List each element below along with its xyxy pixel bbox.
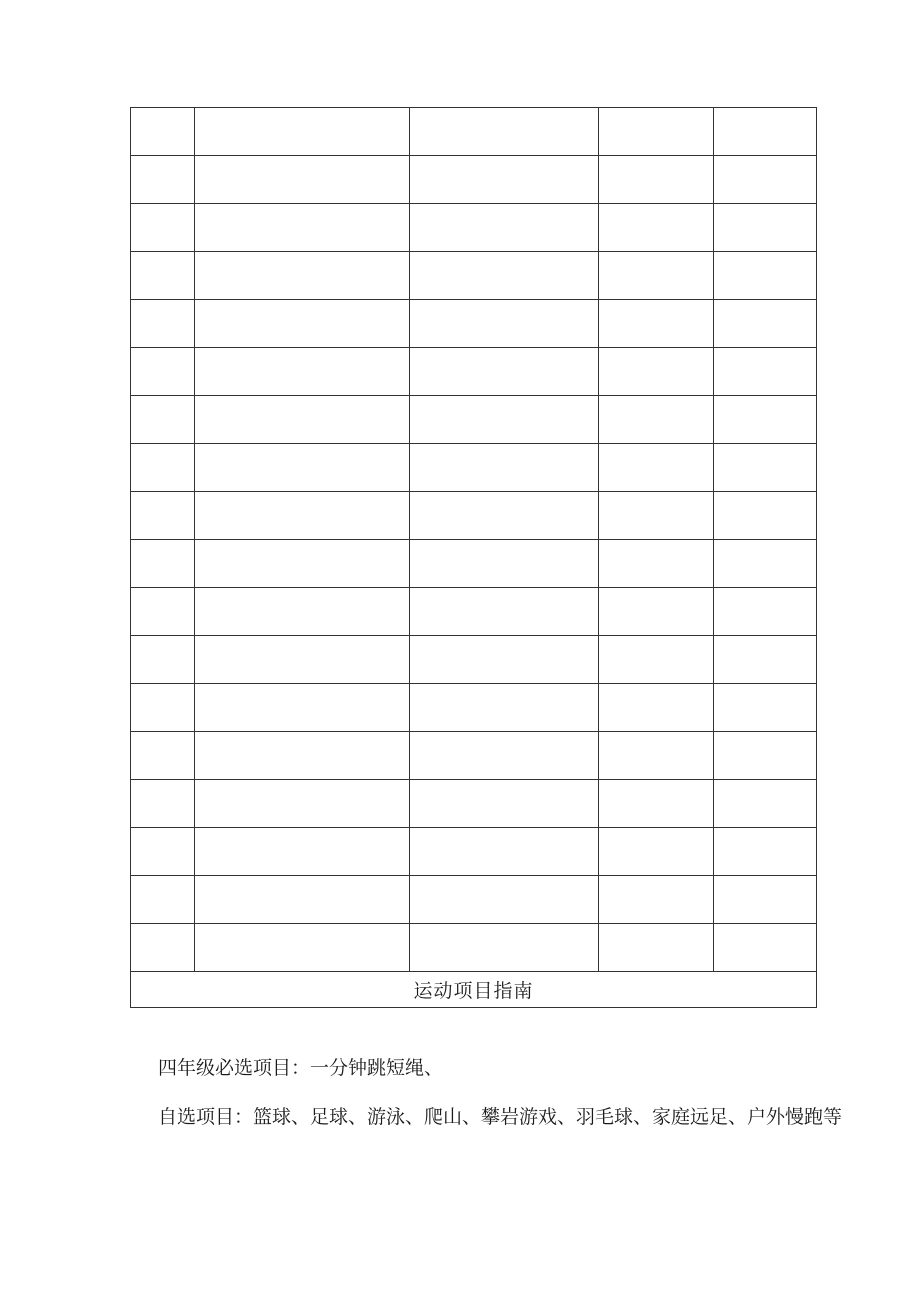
- table-cell: [714, 780, 817, 828]
- table-cell: [195, 156, 410, 204]
- table-cell: [599, 492, 714, 540]
- table-cell: [410, 444, 599, 492]
- table-cell: [195, 588, 410, 636]
- table-cell: [195, 540, 410, 588]
- table-cell: [131, 156, 195, 204]
- table-cell: [195, 204, 410, 252]
- table-cell: [410, 924, 599, 972]
- table-cell: [410, 876, 599, 924]
- table-cell: [599, 108, 714, 156]
- table-cell: [599, 396, 714, 444]
- table-cell: [410, 636, 599, 684]
- exercise-record-table: [130, 107, 817, 1008]
- table-cell: [599, 204, 714, 252]
- table-cell: [599, 636, 714, 684]
- table-cell: [714, 684, 817, 732]
- footer-cell: [131, 972, 817, 1008]
- table-row: [131, 444, 817, 492]
- table-cell: [714, 396, 817, 444]
- table-cell: [195, 924, 410, 972]
- required-items-paragraph: 四年级必选项目：一分钟跳短绳、: [158, 1057, 444, 1079]
- table-cell: [599, 444, 714, 492]
- table-cell: [599, 156, 714, 204]
- table-row: [131, 156, 817, 204]
- table-cell: [195, 396, 410, 444]
- table-row: [131, 348, 817, 396]
- table-cell: [599, 588, 714, 636]
- table-cell: [131, 732, 195, 780]
- table-cell: [131, 924, 195, 972]
- optional-items-paragraph: 自选项目：篮球、足球、游泳、爬山、攀岩游戏、羽毛球、家庭远足、户外慢跑等: [158, 1106, 843, 1128]
- table-row: [131, 780, 817, 828]
- table-cell: [599, 252, 714, 300]
- table-cell: [714, 348, 817, 396]
- table-cell: [599, 684, 714, 732]
- table-cell: [131, 492, 195, 540]
- table-row: [131, 108, 817, 156]
- table-cell: [131, 444, 195, 492]
- table-cell: [131, 828, 195, 876]
- table-cell: [195, 348, 410, 396]
- table-cell: [714, 636, 817, 684]
- table-cell: [131, 876, 195, 924]
- table-cell: [410, 204, 599, 252]
- table-cell: [131, 348, 195, 396]
- table-cell: [195, 636, 410, 684]
- table-cell: [131, 204, 195, 252]
- table-cell: [714, 444, 817, 492]
- table-row: [131, 252, 817, 300]
- table-cell: [714, 588, 817, 636]
- table-cell: [195, 444, 410, 492]
- guide-title: 运动项目指南: [413, 980, 534, 1002]
- table-row: [131, 540, 817, 588]
- table-cell: [714, 876, 817, 924]
- table-body: [131, 108, 817, 1008]
- table-cell: [599, 300, 714, 348]
- table-cell: [714, 540, 817, 588]
- table-footer-row: [131, 972, 817, 1008]
- table-cell: [410, 252, 599, 300]
- table-cell: [195, 108, 410, 156]
- table-row: [131, 636, 817, 684]
- table-cell: [410, 684, 599, 732]
- table-cell: [599, 828, 714, 876]
- table-cell: [131, 300, 195, 348]
- table-cell: [410, 828, 599, 876]
- table-row: [131, 588, 817, 636]
- table-cell: [131, 108, 195, 156]
- table-cell: [599, 924, 714, 972]
- table-row: [131, 204, 817, 252]
- table-cell: [714, 828, 817, 876]
- table-cell: [195, 300, 410, 348]
- table-row: [131, 732, 817, 780]
- table-cell: [714, 108, 817, 156]
- table-cell: [410, 780, 599, 828]
- table-cell: [195, 252, 410, 300]
- table-cell: [410, 396, 599, 444]
- table-cell: [195, 492, 410, 540]
- table-cell: [599, 540, 714, 588]
- table-cell: [131, 588, 195, 636]
- table-cell: [410, 732, 599, 780]
- table-cell: [131, 396, 195, 444]
- table-row: [131, 300, 817, 348]
- table-cell: [410, 108, 599, 156]
- table-cell: [714, 924, 817, 972]
- table-cell: [599, 780, 714, 828]
- table-row: [131, 924, 817, 972]
- table-cell: [714, 732, 817, 780]
- table-cell: [131, 540, 195, 588]
- table-row: [131, 396, 817, 444]
- table-cell: [131, 780, 195, 828]
- table-cell: [131, 252, 195, 300]
- table-cell: [410, 492, 599, 540]
- table-row: [131, 876, 817, 924]
- table-row: [131, 492, 817, 540]
- table-cell: [410, 300, 599, 348]
- table-row: [131, 828, 817, 876]
- table-cell: [195, 828, 410, 876]
- table-cell: [410, 588, 599, 636]
- table-cell: [131, 684, 195, 732]
- table-cell: [195, 732, 410, 780]
- table-cell: [195, 684, 410, 732]
- table-cell: [714, 252, 817, 300]
- table-cell: [714, 156, 817, 204]
- table-cell: [599, 876, 714, 924]
- table-row: [131, 684, 817, 732]
- table-cell: [410, 348, 599, 396]
- table-cell: [714, 204, 817, 252]
- table-cell: [131, 636, 195, 684]
- table-cell: [714, 492, 817, 540]
- table-cell: [599, 732, 714, 780]
- table-cell: [195, 876, 410, 924]
- table-cell: [410, 156, 599, 204]
- table-cell: [410, 540, 599, 588]
- table-cell: [599, 348, 714, 396]
- table-cell: [714, 300, 817, 348]
- table-cell: [195, 780, 410, 828]
